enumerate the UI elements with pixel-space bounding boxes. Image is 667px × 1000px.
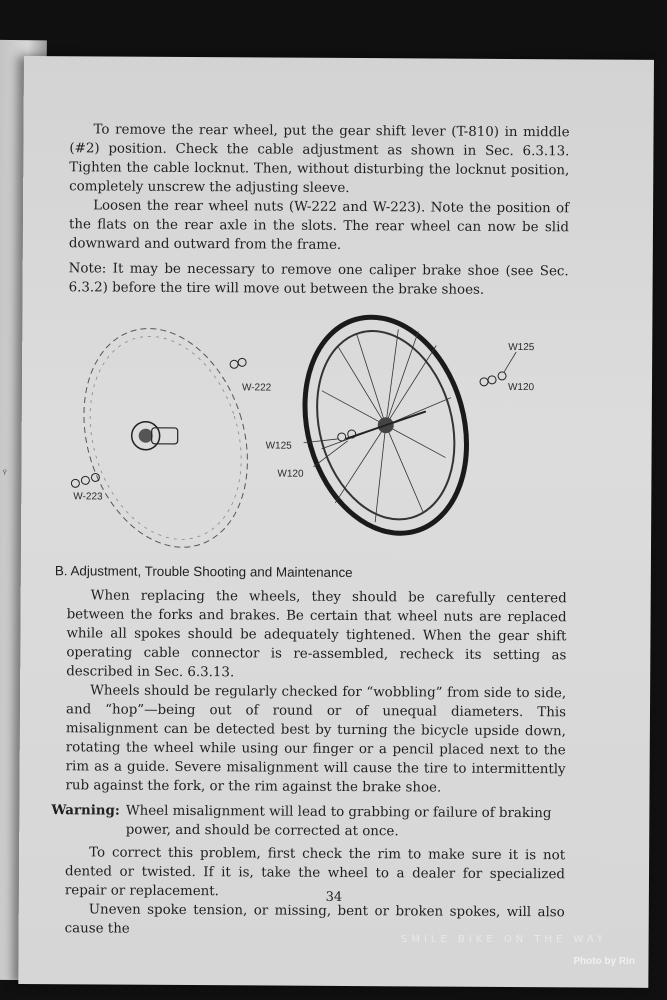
paragraph-remove-rear-wheel: To remove the rear wheel, put the gear shift lever (T-810) in middle (#2) position. Check the cable adjustment as shown in Sec. 6.3.13. Tighten the cable locknut. Then, without disturbing the locknut position, completely unscrew the adjusting sleeve.	[69, 122, 570, 196]
wheel-illustration	[45, 305, 557, 556]
note-text: It may be necessary to remove one caliper brake shoe (see Sec. 6.3.2) before the tire will move out between the brake shoes.	[68, 261, 569, 298]
wheel-diagram	[45, 305, 557, 556]
paragraph-uneven-spoke: Uneven spoke tension, or missing, bent or broken spokes, will also cause the	[64, 902, 565, 937]
page-number: 34	[325, 889, 343, 905]
watermark: SMILE BIKE ON THE WAY	[400, 934, 607, 945]
section-title: B. Adjustment, Trouble Shooting and Maintenance	[54, 563, 353, 581]
warning-label: Warning:	[51, 802, 120, 819]
label-w125-right: W125	[508, 341, 535, 354]
label-w120-left: W120	[277, 468, 304, 480]
page-content	[51, 120, 570, 941]
paragraph-replacing-wheels: When replacing the wheels, they should be carefully centered between the forks and brakes. Be certain that wheel nuts are replaced while all spokes should be adequately tightened. When the gear shift operating cable connector is re-assembled, recheck its setting as described in Sec. 6.3.13.	[66, 588, 567, 681]
label-w125-left: W125	[265, 440, 292, 452]
label-w120-right: W120	[507, 381, 535, 394]
warning	[51, 801, 565, 842]
photo-credit: Photo by Rin	[573, 956, 635, 967]
label-w222: W-222	[241, 382, 272, 394]
warning-text: Wheel misalignment will lead to grabbing or failure of braking power, and should be corrected at once.	[125, 803, 552, 840]
note-label: Note:	[68, 261, 107, 277]
note	[69, 259, 569, 300]
manual-page	[18, 56, 654, 988]
paragraph-wobbling: Wheels should be regularly checked for “wobbling” from side to side, and “hop”—being out of round or of unequal diameters. This misalignment can be detected best by turning the bicycle upside down, rotating the wheel while using our finger or a pencil placed next to the rim as a guide. Severe misalignment will cause the tire to intermittently rub against the fork, or the rim against the brake shoe.	[65, 683, 567, 796]
page-fragment: Ÿ	[2, 469, 8, 477]
paragraph-correct-problem: To correct this problem, first check the rim to make sure it is not dented or twisted. If it is, take the wheel to a dealer for specialized repair or replacement.	[64, 845, 566, 900]
label-w223: W-223	[73, 491, 103, 503]
paragraph-loosen-nuts: Loosen the rear wheel nuts (W-222 and W-223). Note the position of the flats on the rear axle in the slots. The rear wheel can now be slid downward and outward from the frame.	[68, 198, 570, 253]
